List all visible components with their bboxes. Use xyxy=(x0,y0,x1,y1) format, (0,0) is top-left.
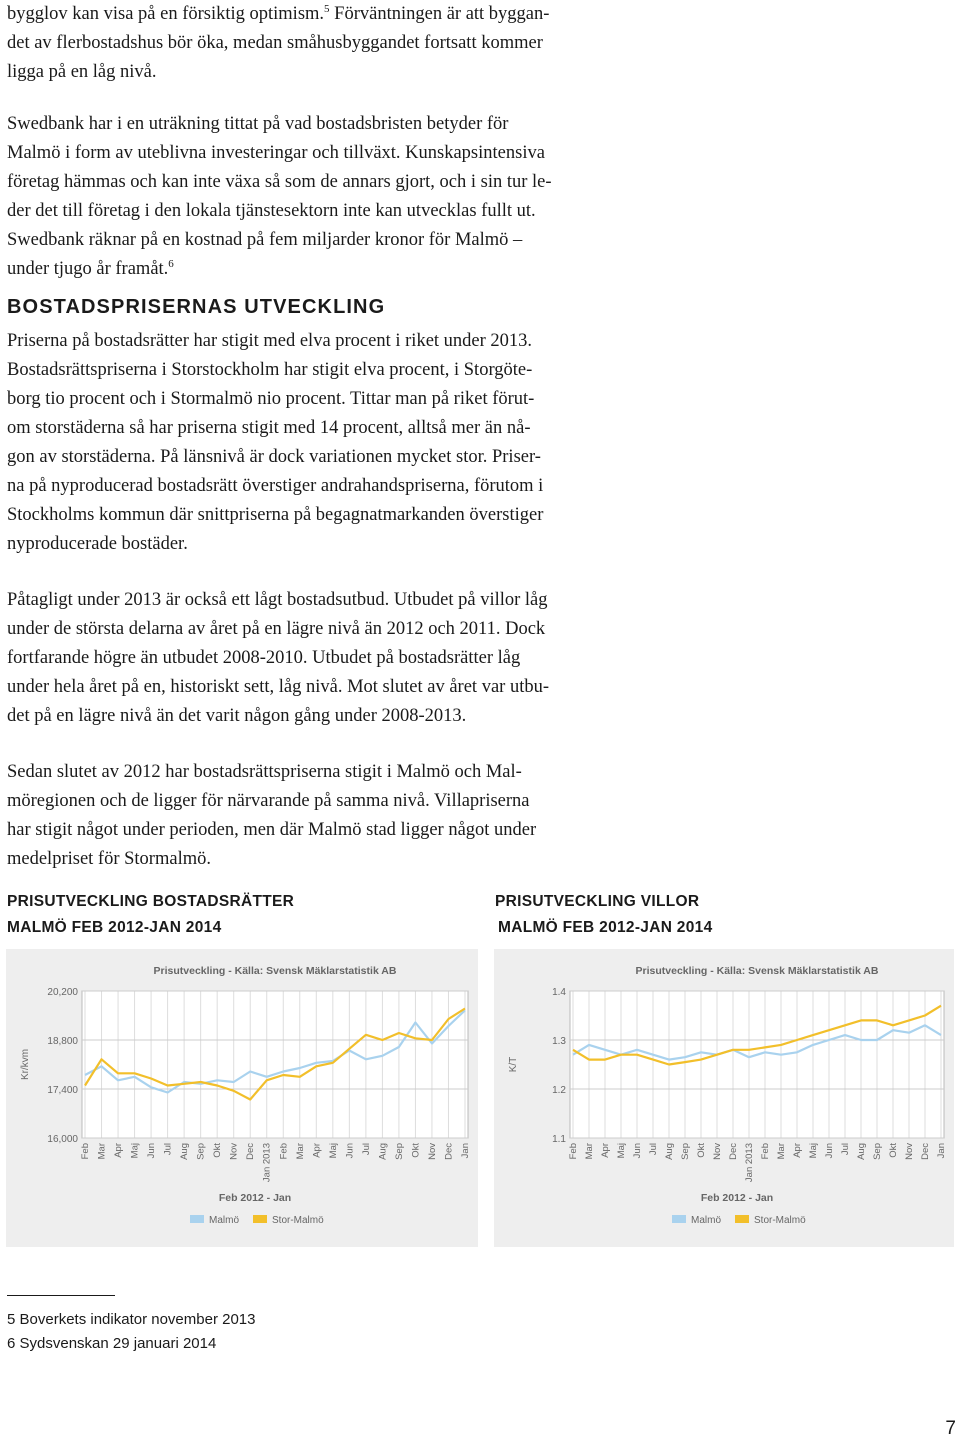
legend-label: Malmö xyxy=(691,1215,722,1226)
chart-heading-apartments xyxy=(7,889,294,941)
paragraph-intro xyxy=(7,0,607,87)
x-tick-label: Okt xyxy=(410,1143,422,1158)
y-tick-label: 1.2 xyxy=(552,1085,566,1096)
text-line: na på nyproducerad bostadsrätt överstiger andrahandspriserna, förutom i xyxy=(7,476,544,496)
x-tick-label: Feb xyxy=(568,1143,579,1160)
x-tick-label: Dec xyxy=(443,1143,455,1160)
paragraph-prices xyxy=(7,327,607,559)
x-tick-label: Maj xyxy=(327,1143,339,1159)
x-tick-label: Apr xyxy=(792,1143,803,1158)
legend-swatch xyxy=(735,1215,749,1223)
text-line: borg tio procent och i Stormalmö nio procent. Tittar man på riket förut- xyxy=(7,389,535,409)
page-number: 7 xyxy=(945,1418,956,1439)
x-tick-label: Sep xyxy=(680,1143,691,1160)
x-tick-label: Jan 2013 xyxy=(261,1143,273,1183)
x-tick-label: Nov xyxy=(228,1143,240,1160)
x-tick-label: Okt xyxy=(888,1143,899,1158)
text-line: under tjugo år framåt.$^6$ xyxy=(7,258,174,279)
legend-label: Malmö xyxy=(209,1215,240,1226)
footnotes xyxy=(7,1308,255,1356)
paragraph-swedbank xyxy=(7,110,607,284)
x-tick-label: Dec xyxy=(920,1143,931,1160)
text-line: medelpriset för Stormalmö. xyxy=(7,849,211,869)
footnote-ref: 5 xyxy=(324,3,330,15)
legend-label: Stor-Malmö xyxy=(754,1215,806,1226)
legend-swatch xyxy=(672,1215,686,1223)
text-line: Bostadsrättspriserna i Storstockholm har stigit elva procent, i Storgöte- xyxy=(7,360,533,380)
text-line: företag hämmas och kan inte växa så som de annars gjort, och i sin tur le- xyxy=(7,172,552,192)
chart-heading-villas xyxy=(495,889,713,941)
chart-apartments-svg xyxy=(6,949,478,1247)
y-tick-label: 1.4 xyxy=(552,987,566,998)
footnote-5: 5 Boverkets indikator november 2013 xyxy=(7,1311,256,1328)
x-tick-label: Okt xyxy=(212,1143,224,1158)
x-tick-label: Nov xyxy=(904,1143,915,1160)
x-tick-label: Jun xyxy=(146,1143,158,1159)
x-tick-label: Jul xyxy=(840,1143,851,1156)
x-tick-label: Maj xyxy=(808,1143,819,1159)
plot-area xyxy=(82,991,468,1138)
x-tick-label: Sep xyxy=(393,1143,405,1160)
x-tick-label: Okt xyxy=(696,1143,707,1158)
text-line: Stockholms kommun där snittpriserna på begagnatmarkanden överstiger xyxy=(7,505,544,525)
x-tick-label: Jun xyxy=(344,1143,356,1159)
legend-label: Stor-Malmö xyxy=(272,1215,324,1226)
x-tick-label: Jan xyxy=(936,1143,947,1159)
chart-heading-line: PRISUTVECKLING BOSTADSRÄTTER xyxy=(7,893,295,910)
paragraph-malmo xyxy=(7,758,607,874)
text-line: Sedan slutet av 2012 har bostadsrättspriserna stigit i Malmö och Mal- xyxy=(7,762,522,782)
x-tick-label: Mar xyxy=(294,1143,306,1160)
x-tick-label: Sep xyxy=(872,1143,883,1160)
paragraph-supply xyxy=(7,586,607,731)
x-tick-label: Jun xyxy=(632,1143,643,1159)
x-tick-label: Sep xyxy=(195,1143,207,1160)
chart-villas-svg xyxy=(494,949,954,1247)
y-axis-label: K/T xyxy=(508,1056,519,1073)
text-line: Swedbank har i en uträkning tittat på vad bostadsbristen betyder för xyxy=(7,114,509,134)
text-line: der det till företag i den lokala tjänstesektorn inte kan utvecklas fullt ut. xyxy=(7,201,536,221)
chart-title: Prisutveckling - Källa: Svensk Mäklarstatistik AB xyxy=(153,965,397,977)
x-tick-label: Aug xyxy=(179,1143,191,1160)
text-line: Swedbank räknar på en kostnad på fem miljarder kronor för Malmö – xyxy=(7,230,523,250)
x-tick-label: Aug xyxy=(856,1143,867,1160)
y-tick-label: 16,000 xyxy=(47,1134,78,1145)
x-tick-label: Aug xyxy=(664,1143,675,1160)
text-line: gon av storstäderna. På länsnivå är dock variationen mycket stor. Priser- xyxy=(7,447,541,467)
legend-swatch xyxy=(190,1215,204,1223)
x-tick-label: Apr xyxy=(600,1143,611,1158)
x-tick-label: Mar xyxy=(584,1143,595,1160)
text-line: har stigit något under perioden, men där Malmö stad ligger något under xyxy=(7,820,537,840)
x-tick-label: Feb xyxy=(760,1143,771,1160)
x-tick-label: Jan xyxy=(460,1143,471,1159)
legend-swatch xyxy=(253,1215,267,1223)
x-tick-label: Apr xyxy=(113,1143,125,1158)
text-line: under de största delarna av året på en lägre nivå än 2012 och 2011. Dock xyxy=(7,619,546,639)
text-line: fortfarande högre än utbudet 2008-2010. Utbudet på bostadsrätter låg xyxy=(7,648,521,668)
x-tick-label: Nov xyxy=(712,1143,723,1160)
text-line: Påtagligt under 2013 är också ett lågt bostadsutbud. Utbudet på villor låg xyxy=(7,590,548,610)
y-tick-label: 20,200 xyxy=(47,987,78,998)
x-axis-label: Feb 2012 - Jan xyxy=(218,1192,292,1204)
x-tick-label: Jan 2013 xyxy=(744,1143,755,1183)
text-line: det av flerbostadshus bör öka, medan småhusbyggandet fortsatt kommer xyxy=(7,33,543,53)
text-line: Malmö i form av uteblivna investeringar och tillväxt. Kunskapsintensiva xyxy=(7,143,545,163)
footnote-divider xyxy=(7,1295,115,1296)
chart-heading-line: MALMÖ FEB 2012-JAN 2014 xyxy=(498,919,713,936)
text-line: det på en lägre nivå än det varit någon gång under 2008-2013. xyxy=(7,706,467,726)
x-tick-label: Jul xyxy=(360,1143,372,1156)
x-tick-label: Jul xyxy=(648,1143,659,1156)
footnote-6: 6 Sydsvenskan 29 januari 2014 xyxy=(7,1335,217,1352)
chart-heading-line: PRISUTVECKLING VILLOR xyxy=(495,893,700,910)
x-tick-label: Dec xyxy=(728,1143,739,1160)
x-tick-label: Maj xyxy=(129,1143,141,1159)
x-tick-label: Aug xyxy=(377,1143,389,1160)
text-line: ligga på en låg nivå. xyxy=(7,62,157,82)
y-axis-label: Kr/kvm xyxy=(20,1048,31,1081)
plot-area xyxy=(570,991,944,1138)
x-tick-label: Dec xyxy=(245,1143,257,1160)
chart-title: Prisutveckling - Källa: Svensk Mäklarstatistik AB xyxy=(635,965,879,977)
section-heading: BOSTADSPRISERNAS UTVECKLING xyxy=(7,296,386,318)
y-tick-label: 18,800 xyxy=(47,1036,78,1047)
footnote-ref: 6 xyxy=(168,258,174,270)
chart-heading-line: MALMÖ FEB 2012-JAN 2014 xyxy=(7,919,222,936)
x-tick-label: Mar xyxy=(776,1143,787,1160)
x-tick-label: Nov xyxy=(426,1143,438,1160)
x-axis-label: Feb 2012 - Jan xyxy=(700,1192,774,1204)
y-tick-label: 1.1 xyxy=(552,1134,566,1145)
chart-apartments xyxy=(6,949,478,1247)
x-tick-label: Mar xyxy=(96,1143,108,1160)
text-line: möregionen och de ligger för närvarande på samma nivå. Villapriserna xyxy=(7,791,530,811)
chart-villas xyxy=(494,949,954,1247)
x-tick-label: Feb xyxy=(80,1143,91,1160)
text-line: nyproducerade bostäder. xyxy=(7,534,188,554)
y-tick-label: 17,400 xyxy=(47,1085,78,1096)
text-line: under hela året på en, historiskt sett, låg nivå. Mot slutet av året var utbu- xyxy=(7,677,549,697)
y-tick-label: 1.3 xyxy=(552,1036,566,1047)
x-tick-label: Jul xyxy=(162,1143,174,1156)
text-line: bygglov kan visa på en försiktig optimism.$^5$ Förväntningen är att byggan- xyxy=(7,3,550,24)
x-tick-label: Jun xyxy=(824,1143,835,1159)
x-tick-label: Maj xyxy=(616,1143,627,1159)
text-line: om storstäderna så har priserna stigit med 14 procent, alltså mer än nå- xyxy=(7,418,531,438)
x-tick-label: Feb xyxy=(278,1143,290,1160)
x-tick-label: Apr xyxy=(311,1143,323,1158)
text-line: Priserna på bostadsrätter har stigit med elva procent i riket under 2013. xyxy=(7,331,533,351)
